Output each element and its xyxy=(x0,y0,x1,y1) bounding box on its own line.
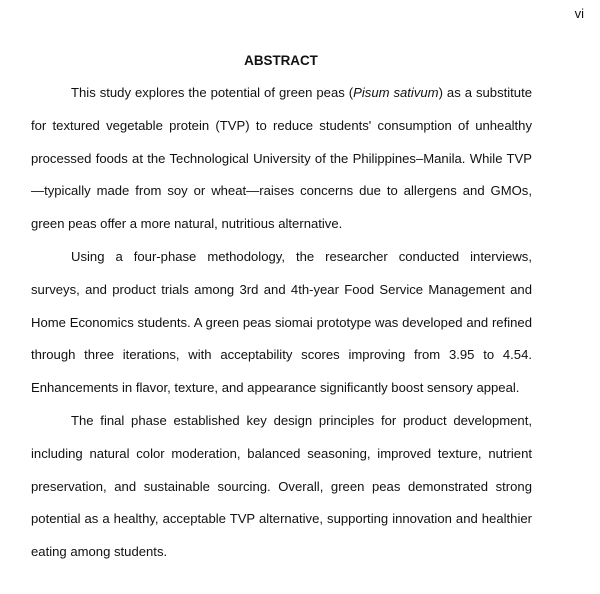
abstract-title: ABSTRACT xyxy=(244,53,318,68)
abstract-paragraph-1 xyxy=(31,77,532,241)
paragraph-1-text-end: ) as a substitute for textured vegetable protein (TVP) to reduce students' consumption of unhealthy processed foods at the Technological University of the Philippines–Manila. While TVP—typically made from soy or wheat—raises concerns due to allergens and GMOs, green peas offer a more natural, nutritious alternative. xyxy=(31,85,533,232)
abstract-body xyxy=(31,77,532,569)
page-number: vi xyxy=(574,6,584,21)
abstract-paragraph-3: The final phase established key design principles for product development, including natural color moderation, balanced seasoning, improved texture, nutrient preservation, and sustainable sourcing. Overall, green peas demonstrated strong potential as a healthy, acceptable TVP alternative, supporting innovation and healthier eating among students. xyxy=(31,412,532,560)
scientific-name: Pisum sativum xyxy=(353,85,439,100)
abstract-paragraph-2: Using a four-phase methodology, the researcher conducted interviews, surveys, and product trials among 3rd and 4th-year Food Service Management and Home Economics students. A green peas siomai prototype was developed and refined through three iterations, with acceptability scores improving from 3.95 to 4.54. Enhancements in flavor, texture, and appearance significantly boost sensory appeal. xyxy=(31,248,532,396)
paragraph-1-text-start: This study explores the potential of green peas ( xyxy=(71,85,354,100)
